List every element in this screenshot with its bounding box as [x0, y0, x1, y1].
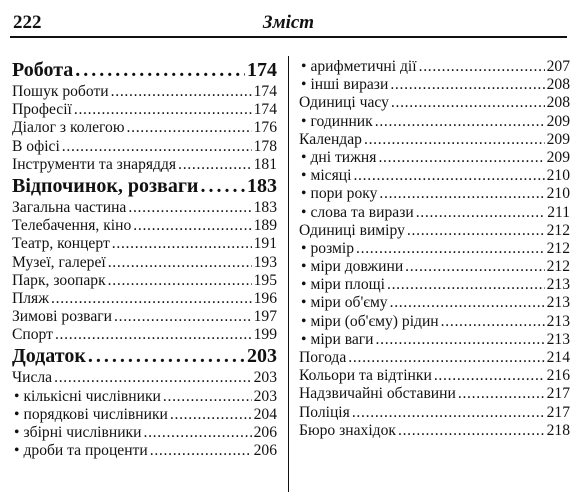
toc-entry-label — [299, 385, 456, 403]
toc-entry-text: інші вирази — [310, 76, 389, 94]
dot-leader — [127, 119, 252, 137]
bullet-icon: • — [301, 185, 307, 203]
toc-entry-text: порядкові числівники — [23, 405, 168, 423]
toc-subentry — [299, 149, 570, 167]
toc-page-number: 209 — [546, 148, 570, 166]
dot-leader — [391, 94, 545, 112]
toc-entry-label — [12, 424, 141, 442]
toc-entry — [12, 235, 277, 253]
toc-entry-label — [12, 388, 161, 406]
toc-entry-label — [299, 258, 403, 276]
dot-leader — [352, 404, 545, 422]
toc-entry — [299, 367, 570, 385]
toc-entry-label — [299, 58, 417, 76]
toc-entry-text: слова та вирази — [310, 203, 414, 221]
toc-page-number: 217 — [546, 385, 570, 403]
toc-entry-text: годинник — [310, 112, 373, 130]
dot-leader — [434, 367, 545, 385]
toc-entry-label — [12, 156, 176, 174]
toc-page-number: 206 — [253, 424, 277, 441]
toc-entry-text: Професії — [12, 101, 72, 119]
dot-leader — [200, 174, 245, 198]
toc-entry-label — [12, 406, 168, 424]
dot-leader — [54, 369, 252, 387]
toc-entry-text: Додаток — [12, 345, 86, 368]
toc-entry-label — [299, 204, 414, 222]
toc-page-number: 203 — [253, 387, 277, 405]
toc-page-number: 197 — [253, 308, 277, 326]
toc-subentry — [12, 424, 277, 442]
toc-page-number: 193 — [253, 253, 277, 271]
toc-entry-text: Поліція — [299, 403, 350, 421]
dot-leader — [387, 276, 545, 294]
toc-entry — [299, 131, 570, 149]
dot-leader — [108, 272, 252, 290]
toc-page-number: 210 — [546, 167, 570, 185]
toc-page-number: 206 — [253, 442, 277, 460]
toc-page-number: 213 — [546, 312, 570, 330]
toc-section — [12, 58, 277, 83]
toc-page-number: 174 — [247, 59, 277, 81]
toc-entry-text: арифметичні дії — [310, 58, 417, 75]
toc-subentry — [12, 388, 277, 406]
dot-leader — [170, 406, 252, 424]
dot-leader — [74, 101, 252, 119]
toc-entry-text: пори року — [310, 185, 378, 203]
dot-leader — [390, 294, 545, 312]
toc-entry — [12, 199, 277, 217]
dot-leader — [51, 290, 252, 308]
dot-leader — [128, 199, 251, 217]
toc-subentry — [299, 276, 570, 294]
toc-entry — [299, 385, 570, 403]
toc-page-number: 213 — [546, 294, 570, 312]
toc-entry-text: розмір — [310, 239, 354, 257]
toc-page-number: 196 — [253, 289, 277, 307]
toc-subentry — [299, 185, 570, 203]
toc-entry-label — [299, 167, 351, 185]
toc-subentry — [299, 76, 570, 94]
bullet-icon: • — [301, 112, 307, 130]
toc-entry-label — [299, 331, 374, 349]
toc-entry-text: дні тижня — [310, 148, 377, 166]
toc-entry-text: Кольори та відтінки — [299, 367, 432, 385]
toc-subentry — [299, 240, 570, 258]
toc-entry — [12, 272, 277, 290]
toc-entry-label — [299, 113, 373, 131]
dot-leader — [108, 254, 252, 272]
toc-entry-text: дроби та проценти — [23, 442, 148, 460]
toc-entry-label — [12, 101, 72, 119]
dot-leader — [133, 217, 251, 235]
toc-entry-text: міри (об'єму) рідин — [310, 312, 439, 330]
toc-entry-text: міри площі — [310, 276, 385, 294]
toc-entry-text: Відпочинок, розваги — [12, 174, 199, 197]
toc-entry-label — [299, 222, 405, 240]
toc-entry-label — [299, 240, 354, 258]
dot-leader — [88, 344, 245, 368]
bullet-icon: • — [14, 405, 20, 423]
toc-subentry — [12, 442, 277, 460]
toc-page-number: 174 — [253, 83, 277, 100]
toc-entry — [299, 404, 570, 422]
page-header — [10, 12, 567, 38]
toc-subentry — [299, 204, 570, 222]
toc-entry-text: Загальна частина — [12, 198, 127, 216]
toc-entry-label — [299, 131, 362, 149]
dot-leader — [111, 83, 252, 101]
toc-page-number: 211 — [547, 203, 570, 221]
toc-subentry — [299, 294, 570, 312]
toc-entry — [12, 308, 277, 326]
toc-entry-label — [12, 138, 60, 156]
toc-left-column — [12, 58, 277, 460]
toc-page-number: 210 — [546, 185, 570, 203]
dot-leader — [376, 331, 545, 349]
toc-page-number: 195 — [253, 271, 277, 289]
bullet-icon: • — [14, 424, 20, 441]
toc-entry-text: міри ваги — [310, 330, 374, 348]
toc-entry-label — [12, 217, 131, 235]
toc-entry-text: Календар — [299, 130, 362, 148]
toc-subentry — [299, 167, 570, 185]
bullet-icon: • — [301, 167, 307, 185]
toc-page-number: 203 — [247, 345, 277, 368]
toc-page-number: 212 — [546, 221, 570, 239]
dot-leader — [378, 149, 544, 167]
toc-entry — [299, 222, 570, 240]
dot-leader — [416, 204, 545, 222]
dot-leader — [419, 58, 545, 76]
toc-entry-label — [12, 58, 73, 82]
toc-entry — [12, 217, 277, 235]
toc-page-number: 181 — [253, 155, 277, 173]
toc-subentry — [299, 258, 570, 276]
toc-page-number: 174 — [253, 101, 277, 119]
running-title: Зміст — [262, 12, 315, 33]
dot-leader — [353, 167, 544, 185]
dot-leader — [163, 388, 252, 406]
toc-entry-label — [299, 94, 389, 112]
dot-leader — [398, 422, 545, 440]
toc-entry-text: Робота — [12, 59, 74, 81]
toc-subentry — [299, 331, 570, 349]
toc-entry-label — [12, 174, 198, 198]
toc-entry-text: Театр, концерт — [12, 235, 110, 253]
bullet-icon: • — [301, 312, 307, 330]
toc-entry — [12, 138, 277, 156]
toc-page-number: 204 — [253, 405, 277, 423]
toc-page-number: 183 — [247, 174, 277, 197]
toc-entry-text: міри довжини — [310, 258, 404, 276]
toc-entry-text: Числа — [12, 369, 53, 387]
toc-page-number: 212 — [546, 239, 570, 257]
toc-entry-label — [299, 313, 439, 331]
toc-entry-text: Одиниці виміру — [299, 221, 405, 239]
dot-leader — [364, 131, 545, 149]
toc-entry-label — [12, 344, 86, 368]
toc-page-number: 209 — [546, 112, 570, 130]
dot-leader — [441, 313, 545, 331]
toc-entry-label — [12, 290, 49, 308]
dot-leader — [55, 326, 252, 344]
bullet-icon: • — [14, 387, 20, 405]
toc-section — [12, 174, 277, 199]
toc-subentry — [299, 58, 570, 76]
toc-page-number: 176 — [253, 119, 277, 137]
toc-entry — [12, 83, 277, 101]
toc-entry-text: Парк, зоопарк — [12, 271, 106, 289]
toc-page-number: 191 — [253, 235, 277, 253]
toc-entry-label — [299, 149, 376, 167]
toc-page-number: 209 — [546, 130, 570, 148]
toc-page-number: 207 — [546, 58, 570, 75]
toc-entry-label — [12, 235, 110, 253]
toc-subentry — [299, 113, 570, 131]
toc-entry-text: Бюро знахідок — [299, 421, 396, 439]
toc-entry-label — [299, 276, 385, 294]
bullet-icon: • — [301, 258, 307, 276]
dot-leader — [390, 76, 544, 94]
toc-page-number: 214 — [546, 349, 570, 366]
toc-entry-label — [12, 326, 53, 344]
toc-entry-label — [299, 367, 432, 385]
bullet-icon: • — [301, 58, 307, 75]
toc-entry-label — [12, 199, 126, 217]
dot-leader — [62, 138, 252, 156]
toc-entry-text: Надзвичайні обставини — [299, 385, 456, 403]
toc-entry-label — [299, 76, 388, 94]
toc-entry — [299, 422, 570, 440]
dot-leader — [178, 156, 252, 174]
dot-leader — [407, 222, 545, 240]
dot-leader — [112, 235, 252, 253]
toc-entry-text: Інструменти та знаряддя — [12, 155, 177, 173]
toc-entry-text: Телебачення, кіно — [12, 217, 132, 235]
dot-leader — [458, 385, 545, 403]
toc-entry — [12, 156, 277, 174]
toc-entry-label — [12, 369, 52, 387]
toc-entry — [299, 349, 570, 367]
toc-right-column — [299, 58, 570, 440]
toc-page-number: 189 — [253, 217, 277, 235]
toc-page-number: 199 — [253, 326, 277, 344]
toc-page-number: 218 — [546, 421, 570, 439]
toc-subentry — [12, 406, 277, 424]
dot-leader — [348, 349, 544, 367]
toc-entry-text: Спорт — [12, 326, 53, 344]
toc-entry-label — [299, 404, 350, 422]
toc-entry-label — [12, 254, 106, 272]
bullet-icon: • — [301, 148, 307, 166]
toc-entry-text: кількісні числівники — [23, 387, 161, 405]
dot-leader — [143, 424, 251, 442]
toc-entry-text: Погода — [299, 349, 347, 366]
toc-page-number: 213 — [546, 276, 570, 294]
toc-entry — [12, 101, 277, 119]
toc-entry-text: Пошук роботи — [12, 83, 109, 100]
bullet-icon: • — [301, 239, 307, 257]
toc-page-number: 208 — [546, 94, 570, 112]
toc-entry-text: В офісі — [12, 137, 60, 155]
toc-page-number: 183 — [253, 198, 277, 216]
toc-entry-label — [12, 442, 148, 460]
bullet-icon: • — [301, 203, 307, 221]
toc-page-number: 212 — [546, 258, 570, 276]
toc-entry — [12, 369, 277, 387]
toc-entry-label — [299, 294, 388, 312]
toc-entry-label — [12, 83, 109, 101]
toc-entry-text: міри об'єму — [310, 294, 388, 312]
dot-leader — [356, 240, 545, 258]
toc-entry-label — [12, 272, 106, 290]
dot-leader — [405, 258, 544, 276]
toc-entry — [12, 119, 277, 137]
bullet-icon: • — [301, 330, 307, 348]
toc-entry-label — [299, 185, 377, 203]
toc-entry-label — [12, 308, 112, 326]
toc-section — [12, 344, 277, 369]
toc-entry-label — [12, 119, 125, 137]
bullet-icon: • — [14, 442, 20, 460]
toc-entry-text: Музеї, галереї — [12, 253, 106, 271]
toc-page-number: 213 — [546, 330, 570, 348]
dot-leader — [114, 308, 252, 326]
toc-entry-label — [299, 422, 396, 440]
dot-leader — [75, 58, 245, 82]
toc-entry-text: Діалог з колегою — [12, 119, 125, 137]
toc-entry-text: Пляж — [12, 289, 49, 307]
toc-page-number: 203 — [253, 369, 277, 387]
toc-page-number: 217 — [546, 403, 570, 421]
toc-subentry — [299, 313, 570, 331]
bullet-icon: • — [301, 276, 307, 294]
column-divider — [288, 56, 289, 492]
dot-leader — [375, 113, 545, 131]
toc-page-number: 216 — [546, 367, 570, 385]
dot-leader — [379, 185, 544, 203]
toc-entry-text: місяці — [310, 167, 352, 185]
bullet-icon: • — [301, 76, 307, 94]
toc-entry-text: Одиниці часу — [299, 94, 389, 112]
page-number: 222 — [13, 12, 42, 33]
toc-entry-text: збірні числівники — [23, 424, 142, 441]
toc-entry — [299, 94, 570, 112]
toc-entry — [12, 326, 277, 344]
toc-entry — [12, 290, 277, 308]
toc-page-number: 178 — [253, 137, 277, 155]
toc-entry — [12, 254, 277, 272]
toc-entry-label — [299, 349, 346, 367]
dot-leader — [150, 442, 252, 460]
bullet-icon: • — [301, 294, 307, 312]
toc-entry-text: Зимові розваги — [12, 308, 112, 326]
toc-page-number: 208 — [546, 76, 570, 94]
